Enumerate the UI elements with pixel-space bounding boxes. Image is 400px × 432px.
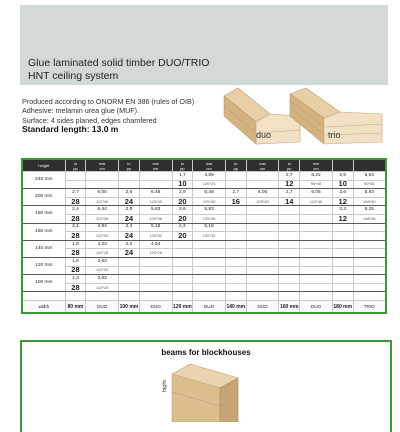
table-cell <box>226 172 247 181</box>
table-cell <box>300 206 333 215</box>
table-cell: 6,05 <box>86 189 119 198</box>
table-cell: 28 <box>65 214 86 223</box>
table-cell <box>279 240 300 249</box>
table-cell: 120*28 <box>139 249 172 258</box>
table-cell: 4,23 <box>86 240 119 249</box>
table-cell: 12 <box>332 214 353 223</box>
table-cell <box>353 232 386 241</box>
table-cell <box>172 240 193 249</box>
table-cell <box>226 249 247 258</box>
table-cell: 6,05 <box>300 189 333 198</box>
table-cell: 5,44 <box>86 206 119 215</box>
table-cell <box>353 283 386 292</box>
table-cell <box>300 240 333 249</box>
table-cell <box>300 283 333 292</box>
table-cell: 24 <box>119 214 140 223</box>
surface-text: Surface: 4 sides planed, edges chamfered <box>22 115 157 125</box>
table-cell <box>119 292 140 301</box>
table-cell: 2,1 <box>65 223 86 232</box>
table-cell <box>226 283 247 292</box>
height-label-cell: 140 mm <box>22 240 65 257</box>
header-cell <box>226 159 247 172</box>
footer-cell: 180 mm <box>332 301 353 314</box>
table-cell: 5,93 <box>353 172 386 181</box>
table-cell: 28 <box>65 283 86 292</box>
table-cell: 2,7 <box>279 172 300 181</box>
table-cell: 2,7 <box>279 189 300 198</box>
table-cell <box>279 232 300 241</box>
norm-text: Produced according to ONORM EN 386 (rules of OIB) <box>22 97 195 106</box>
table-cell <box>246 232 279 241</box>
table-cell <box>332 266 353 275</box>
footer-cell: 100 mm <box>119 301 140 314</box>
trio-label: trio <box>328 130 341 140</box>
table-cell <box>332 223 353 232</box>
table-cell: 6,05 <box>246 189 279 198</box>
table-cell <box>300 214 333 223</box>
table-cell <box>246 206 279 215</box>
header-cell-unit: cm <box>259 165 266 171</box>
footer-cell: DUO <box>246 301 279 314</box>
table-cell <box>172 283 193 292</box>
header-cell <box>172 159 193 172</box>
header-cell-unit: pp <box>233 165 239 171</box>
table-cell <box>300 232 333 241</box>
header-cell-label: lu <box>234 160 238 166</box>
footer-cell: 160 mm <box>279 301 300 314</box>
table-cell <box>353 292 386 301</box>
blockhouse-title: beams for blockhouses <box>161 348 251 357</box>
height-label-cell: 240 mm <box>22 172 65 189</box>
header-cell-unit: pp <box>180 165 185 171</box>
table-cell <box>139 283 172 292</box>
table-cell <box>193 257 226 266</box>
table-cell <box>65 292 86 301</box>
table-cell: 120*24 <box>193 180 226 189</box>
table-cell <box>226 214 247 223</box>
table-cell <box>246 257 279 266</box>
header-cell-label: lu <box>127 160 131 166</box>
table-cell: 6,48 <box>193 189 226 198</box>
table-cell <box>246 180 279 189</box>
header-cell-label: mw <box>259 160 266 166</box>
table-cell <box>279 283 300 292</box>
table-cell <box>119 266 140 275</box>
table-cell <box>119 172 140 181</box>
header-cell-unit: cm <box>99 165 105 171</box>
table-cell: 12 <box>279 180 300 189</box>
table-row <box>22 189 386 198</box>
header-cell-label: lu <box>73 160 78 166</box>
footer-cell: 120 mm <box>172 301 193 314</box>
table-cell: 2,7 <box>65 189 86 198</box>
table-cell <box>193 249 226 258</box>
table-row <box>22 240 386 249</box>
table-header-row <box>22 159 386 172</box>
table-cell: 1,9 <box>65 240 86 249</box>
height-label-cell: 200 mm <box>22 189 65 206</box>
table-cell <box>353 257 386 266</box>
table-cell <box>246 214 279 223</box>
header-cell-label: lu <box>180 160 184 166</box>
table-cell: 2,3 <box>172 223 193 232</box>
table-cell <box>226 292 247 301</box>
table-row <box>22 172 386 181</box>
table-cell: 120*36 <box>193 214 226 223</box>
table-cell: 24 <box>119 249 140 258</box>
table-cell <box>246 292 279 301</box>
table-cell: 5,18 <box>139 223 172 232</box>
table-cell <box>332 283 353 292</box>
table-cell: 3,89 <box>193 172 226 181</box>
table-cell: 120*40 <box>139 197 172 206</box>
header-cell <box>353 159 386 172</box>
table-cell <box>226 223 247 232</box>
footer-cell: 140 mm <box>226 301 247 314</box>
height-label-cell: 180 mm <box>22 206 65 223</box>
footer-cell: DUO <box>300 301 333 314</box>
header-cell-label: mw <box>312 160 320 166</box>
table-cell: 2,3 <box>332 206 353 215</box>
header-cell <box>86 159 119 172</box>
table-cell: 120*32 <box>139 232 172 241</box>
adhesive-text: Adhesive: melamin urea glue (MUF). <box>22 106 140 116</box>
table-cell: 2,6 <box>119 189 140 198</box>
table-cell: 108*40 <box>353 197 386 206</box>
table-cell: 5,83 <box>139 206 172 215</box>
table-cell <box>300 266 333 275</box>
table-cell: 2,6 <box>119 206 140 215</box>
table-cell <box>279 275 300 284</box>
table-row <box>22 197 386 206</box>
footer-cell: DUO <box>139 301 172 314</box>
header-cell <box>300 159 333 172</box>
table-row <box>22 180 386 189</box>
table-row <box>22 223 386 232</box>
table-cell: 120*36 <box>139 214 172 223</box>
table-cell <box>226 257 247 266</box>
table-cell <box>353 240 386 249</box>
table-cell <box>172 275 193 284</box>
header-cell <box>246 159 279 172</box>
table-cell <box>119 180 140 189</box>
table-cell <box>139 257 172 266</box>
table-cell <box>193 283 226 292</box>
height-label-cell: 160 mm <box>22 223 65 240</box>
table-cell: 2,6 <box>332 189 353 198</box>
header-cell <box>332 159 353 172</box>
table-cell: 5,83 <box>193 206 226 215</box>
table-cell <box>65 172 86 181</box>
table-cell <box>279 257 300 266</box>
header-cell-unit: pp <box>287 165 292 171</box>
table-cell <box>279 223 300 232</box>
table-row <box>22 206 386 215</box>
table-row <box>22 292 386 301</box>
table-cell <box>332 292 353 301</box>
duo-label: duo <box>256 130 272 140</box>
table-cell <box>300 223 333 232</box>
table-cell <box>226 240 247 249</box>
table-cell: 20 <box>172 214 193 223</box>
table-cell <box>22 292 65 301</box>
table-row <box>22 232 386 241</box>
header-cell-label: lu <box>287 160 291 166</box>
header-cell-unit: pp <box>126 165 132 171</box>
header-cell <box>193 159 226 172</box>
table-row <box>22 266 386 275</box>
table-cell <box>353 249 386 258</box>
table-cell <box>193 266 226 275</box>
height-label-cell: 120 mm <box>22 257 65 274</box>
header-cell <box>22 159 65 172</box>
table-cell: 112*36 <box>86 214 119 223</box>
table-cell: 108*36 <box>353 214 386 223</box>
header-banner <box>20 5 388 85</box>
table-cell <box>332 257 353 266</box>
table-cell: 1,7 <box>172 172 193 181</box>
table-cell: 2,4 <box>65 206 86 215</box>
header-cell-unit: cm <box>313 165 319 171</box>
table-cell <box>193 275 226 284</box>
table-cell: 96*48 <box>300 180 333 189</box>
footer-cell: TRIO <box>353 301 386 314</box>
table-cell <box>279 292 300 301</box>
table-cell: 28 <box>65 266 86 275</box>
table-cell <box>246 172 279 181</box>
table-row <box>22 275 386 284</box>
table-cell <box>332 275 353 284</box>
table-cell <box>119 275 140 284</box>
table-cell <box>300 292 333 301</box>
footer-cell: width <box>22 301 65 314</box>
table-cell: 28 <box>65 232 86 241</box>
table-cell <box>246 266 279 275</box>
table-cell: 5,18 <box>193 223 226 232</box>
table-cell <box>246 240 279 249</box>
table-cell <box>300 275 333 284</box>
table-cell <box>279 249 300 258</box>
table-cell: 2,9 <box>172 189 193 198</box>
table-cell <box>139 180 172 189</box>
table-cell: 12 <box>332 197 353 206</box>
table-cell <box>353 266 386 275</box>
table-cell: 120*40 <box>246 197 279 206</box>
table-cell <box>172 249 193 258</box>
table-cell: 24 <box>119 232 140 241</box>
table-cell <box>139 275 172 284</box>
table-cell <box>139 266 172 275</box>
table-footer-row <box>22 301 386 314</box>
table-cell: 20 <box>172 232 193 241</box>
table-row <box>22 214 386 223</box>
table-cell: 16 <box>226 197 247 206</box>
table-cell: 2,0 <box>119 240 140 249</box>
table-cell: 4,84 <box>86 223 119 232</box>
table-cell <box>246 249 279 258</box>
table-cell <box>226 275 247 284</box>
header-cell-unit: cm <box>206 165 212 171</box>
table-cell: 6,22 <box>300 172 333 181</box>
table-cell: 120*40 <box>193 197 226 206</box>
dimension-table <box>21 158 387 314</box>
table-cell: 112*20 <box>86 283 119 292</box>
table-cell <box>246 283 279 292</box>
header-cell-label: mw <box>205 160 213 166</box>
table-cell <box>139 172 172 181</box>
table-cell: 2,6 <box>172 206 193 215</box>
footer-cell: 80 mm <box>65 301 86 314</box>
table-cell: 14 <box>279 197 300 206</box>
product-subtitle: HNT ceiling system <box>28 70 119 82</box>
table-cell <box>139 292 172 301</box>
table-cell: 112*28 <box>86 249 119 258</box>
table-cell: 10 <box>332 180 353 189</box>
footer-cell: DUO <box>86 301 119 314</box>
header-cell <box>279 159 300 172</box>
table-cell: 24 <box>119 197 140 206</box>
table-cell: 3,02 <box>86 275 119 284</box>
table-cell <box>332 240 353 249</box>
table-cell: 2,6 <box>332 172 353 181</box>
table-cell: 120*32 <box>193 232 226 241</box>
header-cell-label: mw <box>152 160 159 166</box>
header-cell-label: height <box>38 163 50 168</box>
table-cell <box>86 180 119 189</box>
table-cell: 112*40 <box>86 197 119 206</box>
table-cell <box>300 257 333 266</box>
table-row <box>22 249 386 258</box>
table-cell <box>300 249 333 258</box>
blockhouse-section <box>20 340 392 432</box>
table-cell <box>226 180 247 189</box>
table-cell <box>119 257 140 266</box>
trio-beam-image <box>288 86 384 148</box>
table-cell: 3,63 <box>86 257 119 266</box>
product-title: Glue laminated solid timber DUO/TRIO <box>28 57 210 69</box>
table-row <box>22 283 386 292</box>
footer-cell: DUO <box>193 301 226 314</box>
table-cell <box>226 266 247 275</box>
table-cell <box>172 266 193 275</box>
table-cell <box>332 249 353 258</box>
table-cell: 112*40 <box>300 197 333 206</box>
height-label-cell: 100 mm <box>22 275 65 292</box>
table-cell <box>193 240 226 249</box>
header-cell-label: mw <box>99 160 106 166</box>
header-cell <box>139 159 172 172</box>
table-cell <box>172 292 193 301</box>
table-cell <box>226 206 247 215</box>
table-cell: 4,54 <box>139 240 172 249</box>
table-cell <box>279 266 300 275</box>
height-label: hight <box>162 380 168 392</box>
table-cell <box>279 214 300 223</box>
table-cell <box>193 292 226 301</box>
header-cell <box>119 159 140 172</box>
table-cell: 2,7 <box>226 189 247 198</box>
table-cell: 6,48 <box>139 189 172 198</box>
table-cell <box>172 257 193 266</box>
table-cell: 112*24 <box>86 266 119 275</box>
table-row <box>22 257 386 266</box>
table-cell: 2,3 <box>119 223 140 232</box>
table-cell <box>279 206 300 215</box>
table-cell: 90*48 <box>353 180 386 189</box>
table-cell: 10 <box>172 180 193 189</box>
table-cell: 20 <box>172 197 193 206</box>
product-description <box>22 97 222 135</box>
table-cell <box>86 292 119 301</box>
table-cell: 5,25 <box>353 206 386 215</box>
standard-length-text: Standard length: 13.0 m <box>22 124 119 135</box>
table-cell: 5,93 <box>353 189 386 198</box>
header-cell <box>65 159 86 172</box>
table-cell <box>226 232 247 241</box>
header-cell-unit: cm <box>152 165 159 171</box>
table-cell <box>86 172 119 181</box>
table-cell <box>246 275 279 284</box>
table-cell <box>332 232 353 241</box>
table-cell: 1,6 <box>65 257 86 266</box>
table-cell <box>65 180 86 189</box>
table-cell <box>353 275 386 284</box>
table-cell: 112*32 <box>86 232 119 241</box>
table-cell <box>119 283 140 292</box>
header-cell-unit: pp <box>73 165 78 171</box>
table-cell <box>246 223 279 232</box>
table-cell <box>353 223 386 232</box>
table-cell: 28 <box>65 249 86 258</box>
table-cell: 1,3 <box>65 275 86 284</box>
table-cell: 28 <box>65 197 86 206</box>
